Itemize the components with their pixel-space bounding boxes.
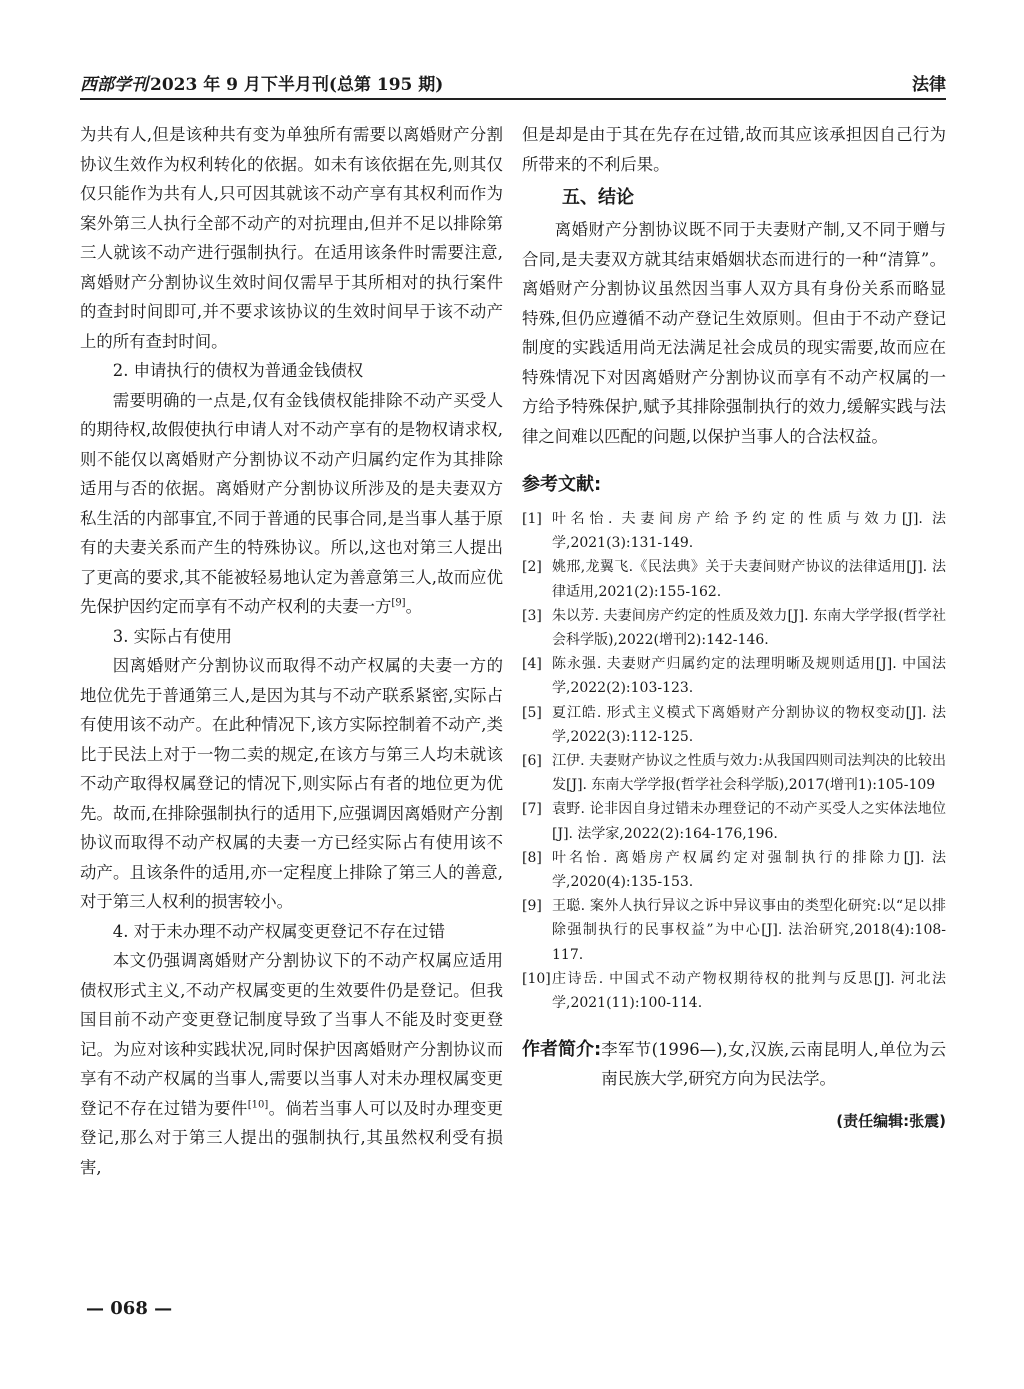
- paragraph: 需要明确的一点是,仅有金钱债权能排除不动产买受人的期待权,故假使执行申请人对不动产享有的是物权请求权,则不能仅以离婚财产分割协议不动产归属约定作为其排除适用与否的依据。离婚财产分割协议所涉及的是夫妻双方私生活的内部事宜,不同于普通的民事合同,是当事人基于原有的夫妻关系而产生的特殊协议。所以,这也对第三人提出了更高的要求,其不能被轻易地认定为善意第三人,故而应优先保护因约定而享有不动产权利的夫妻一方[9]。: [80, 390, 503, 616]
- journal-issue: [80, 70, 443, 95]
- reference-item: [10] 庄诗岳. 中国式不动产物权期待权的批判与反思[J]. 河北法学,2021(11):100-114.: [522, 970, 946, 1012]
- journal-logo: 西部学刊: [80, 75, 148, 95]
- reference-item: [1] 叶名怡. 夫妻间房产给予约定的性质与效力[J]. 法学,2021(3):131-149.: [522, 511, 946, 552]
- paragraph: 但是却是由于其在先存在过错,故而其应该承担因自己行为所带来的不利后果。: [522, 125, 946, 174]
- reference-item: [8] 叶名怡. 离婚房产权属约定对强制执行的排除力[J]. 法学,2020(4):135-153.: [522, 849, 946, 891]
- reference-item: [4] 陈永强. 夫妻财产归属约定的法理明晰及规则适用[J]. 中国法学,2022(2):103-123.: [522, 656, 946, 697]
- reference-item: [5] 夏江皓. 形式主义模式下离婚财产分割协议的物权变动[J]. 法学,2022(3):112-125.: [522, 704, 946, 745]
- paragraph: 为共有人,但是该种共有变为单独所有需要以离婚财产分割协议生效作为权利转化的依据。如未有该依据在先,则其仅仅只能作为共有人,只可因其就该不动产享有其权利而作为案外第三人执行全部不动产的对抗理由,但并不足以排除第三人就该不动产进行强制执行。在适用该条件时需要注意,离婚财产分割协议生效时间仅需早于其所相对的执行案件的查封时间即可,并不要求该协议的生效时间早于该不动产上的所有查封时间。: [80, 125, 503, 351]
- paragraph: 离婚财产分割协议既不同于夫妻财产制,又不同于赠与合同,是夫妻双方就其结束婚姻状态而进行的一种“清算”。离婚财产分割协议虽然因当事人双方具有身份关系而略显特殊,但仍应遵循不动产登记生效原则。但由于不动产登记制度的实践适用尚无法满足社会成员的现实需要,故而应在特殊情况下对因离婚财产分割协议而享有不动产权属的一方给予特殊保护,赋予其排除强制执行的效力,缓解实践与法律之间难以匹配的问题,以保护当事人的合法权益。: [522, 220, 946, 446]
- author-text: 李军节(1996—),女,汉族,云南昆明人,单位为云南民族大学,研究方向为民法学。: [601, 1040, 946, 1089]
- editor-note: (责任编辑:张震): [836, 1112, 946, 1131]
- page-header: [80, 64, 946, 100]
- citation: [9]: [391, 597, 406, 609]
- right-column: [522, 120, 946, 1137]
- subheading: 4. 对于未办理不动产权属变更登记不存在过错: [112, 921, 446, 941]
- reference-item: [9] 王聪. 案外人执行异议之诉中异议事由的类型化研究:以“足以排除强制执行的民事权益”为中心[J]. 法治研究,2018(4):108-117.: [522, 898, 946, 963]
- reference-item: [6] 江伊. 夫妻财产协议之性质与效力:从我国四则司法判决的比较出发[J]. 东南大学学报(哲学社会科学版),2017(增刊1):105-109: [522, 753, 946, 794]
- subheading: 3. 实际占有使用: [112, 626, 232, 646]
- author-label: 作者简介:: [522, 1039, 602, 1061]
- reference-item: [2] 姚邢,龙翼飞.《民法典》关于夫妻间财产协议的法律适用[J]. 法律适用,2021(2):155-162.: [522, 559, 946, 600]
- reference-item: [7] 袁野. 论非因自身过错未办理登记的不动产买受人之实体法地位[J]. 法学家,2022(2):164-176,196.: [522, 801, 946, 842]
- issue-info: 2023 年 9 月下半月刊(总第 195 期): [150, 75, 444, 95]
- references-title: 参考文献:: [522, 474, 602, 495]
- citation: [10]: [247, 1099, 269, 1111]
- subheading: 2. 申请执行的债权为普通金钱债权: [112, 361, 364, 380]
- paragraph: 因离婚财产分割协议而取得不动产权属的夫妻一方的地位优先于普通第三人,是因为其与不动产联系紧密,实际占有使用该不动产。在此种情况下,该方实际控制着不动产,类比于民法上对于一物二卖的规定,在该方与第三人均未就该不动产取得权属登记的情况下,则实际占有者的地位更为优先。故而,在排除强制执行的适用下,应强调因离婚财产分割协议而取得不动产权属的夫妻一方已经实际占有使用该不动产。且该条件的适用,亦一定程度上排除了第三人的善意,对于第三人权利的损害较小。: [80, 656, 503, 911]
- section-title: 五、结论: [562, 187, 634, 208]
- reference-list: [522, 507, 946, 1015]
- left-column: [80, 120, 503, 1182]
- paragraph: 本文仍强调离婚财产分割协议下的不动产权属应适用债权形式主义,不动产权属变更的生效要件仍是登记。但我国目前不动产变更登记制度导致了当事人不能及时变更登记。为应对该种实践状况,同时保护因离婚财产分割协议而享有不动产权属的当事人,需要以当事人对未办理权属变更登记不存在过错为要件[10]。倘若当事人可以及时办理变更登记,那么对于第三人提出的强制执行,其虽然权利受有损害,: [80, 951, 504, 1177]
- page-number: — 068 —: [86, 1298, 173, 1319]
- section-name: 法律: [912, 75, 946, 95]
- author-bio: [522, 1035, 946, 1093]
- reference-item: [3] 朱以芳. 夫妻间房产约定的性质及效力[J]. 东南大学学报(哲学社会科学版),2022(增刊2):142-146.: [522, 607, 946, 649]
